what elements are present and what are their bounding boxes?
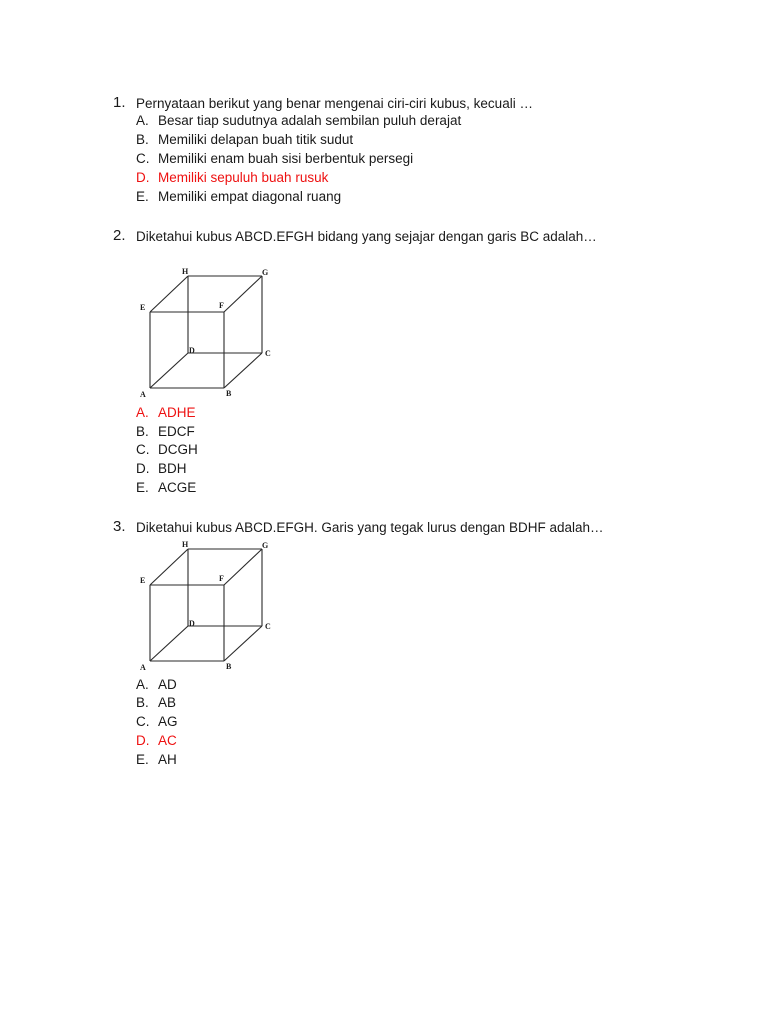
option-letter: B. [136, 132, 149, 147]
option-b [136, 694, 176, 712]
option-letter: E. [136, 189, 149, 204]
option-text: AC [158, 733, 177, 748]
option-c [136, 150, 413, 168]
option-a [136, 112, 461, 130]
cube-wireframe [136, 266, 276, 398]
option-c [136, 441, 198, 459]
edge-ad [150, 626, 188, 661]
vertex-label-a: A [140, 390, 146, 399]
option-text: AG [158, 714, 178, 729]
edge-ad [150, 353, 188, 388]
option-e [136, 188, 341, 206]
option-letter: C. [136, 714, 150, 729]
option-text: DCGH [158, 442, 198, 457]
option-text: Memiliki empat diagonal ruang [158, 189, 342, 204]
option-text: AB [158, 695, 177, 710]
question-number: 2. [113, 227, 126, 244]
vertex-label-c: C [265, 349, 271, 358]
option-text: Memiliki sepuluh buah rusuk [158, 170, 329, 185]
option-letter: A. [136, 113, 149, 128]
edge-bc [224, 626, 262, 661]
vertex-label-g: G [262, 541, 269, 550]
vertex-label-g: G [262, 268, 269, 277]
option-text: BDH [158, 461, 187, 476]
cube-diagram [136, 266, 276, 398]
option-d-correct [136, 169, 328, 187]
option-d-correct [136, 732, 177, 750]
vertex-label-d: D [189, 346, 195, 355]
vertex-label-f: F [219, 301, 224, 310]
question-text: Diketahui kubus ABCD.EFGH bidang yang sejajar dengan garis BC adalah… [136, 229, 597, 244]
question-number: 1. [113, 94, 126, 111]
option-a-correct [136, 404, 196, 422]
vertex-label-a: A [140, 663, 146, 672]
cube-wireframe [136, 539, 276, 671]
vertex-label-b: B [226, 662, 232, 671]
option-letter: A. [136, 677, 149, 692]
edge-eh [150, 276, 188, 312]
option-text: ACGE [158, 480, 197, 495]
option-letter: E. [136, 480, 149, 495]
option-letter: D. [136, 170, 150, 185]
vertex-label-h: H [182, 267, 189, 276]
option-text: Memiliki delapan buah titik sudut [158, 132, 354, 147]
option-text: ADHE [158, 405, 196, 420]
edge-fg [224, 276, 262, 312]
option-c [136, 713, 178, 731]
option-letter: C. [136, 151, 150, 166]
option-letter: A. [136, 405, 149, 420]
edge-bc [224, 353, 262, 388]
option-letter: C. [136, 442, 150, 457]
option-a [136, 676, 177, 694]
option-letter: D. [136, 461, 150, 476]
vertex-label-d: D [189, 619, 195, 628]
option-e [136, 751, 177, 769]
question-text: Diketahui kubus ABCD.EFGH. Garis yang tegak lurus dengan BDHF adalah… [136, 520, 604, 535]
question-text: Pernyataan berikut yang benar mengenai ciri-ciri kubus, kecuali … [136, 96, 533, 111]
option-letter: E. [136, 752, 149, 767]
option-text: AH [158, 752, 177, 767]
option-text: EDCF [158, 424, 195, 439]
option-letter: D. [136, 733, 150, 748]
edge-eh [150, 549, 188, 585]
option-b [136, 131, 353, 149]
vertex-label-c: C [265, 622, 271, 631]
option-e [136, 479, 196, 497]
vertex-label-f: F [219, 574, 224, 583]
vertex-label-b: B [226, 389, 232, 398]
option-letter: B. [136, 424, 149, 439]
option-text: AD [158, 677, 177, 692]
cube-diagram [136, 539, 276, 671]
question-number: 3. [113, 518, 126, 535]
vertex-label-e: E [140, 303, 146, 312]
option-text: Memiliki enam buah sisi berbentuk persegi [158, 151, 414, 166]
option-b [136, 423, 195, 441]
edge-fg [224, 549, 262, 585]
option-text: Besar tiap sudutnya adalah sembilan puluh derajat [158, 113, 462, 128]
option-letter: B. [136, 695, 149, 710]
vertex-label-e: E [140, 576, 146, 585]
option-d [136, 460, 187, 478]
vertex-label-h: H [182, 540, 189, 549]
